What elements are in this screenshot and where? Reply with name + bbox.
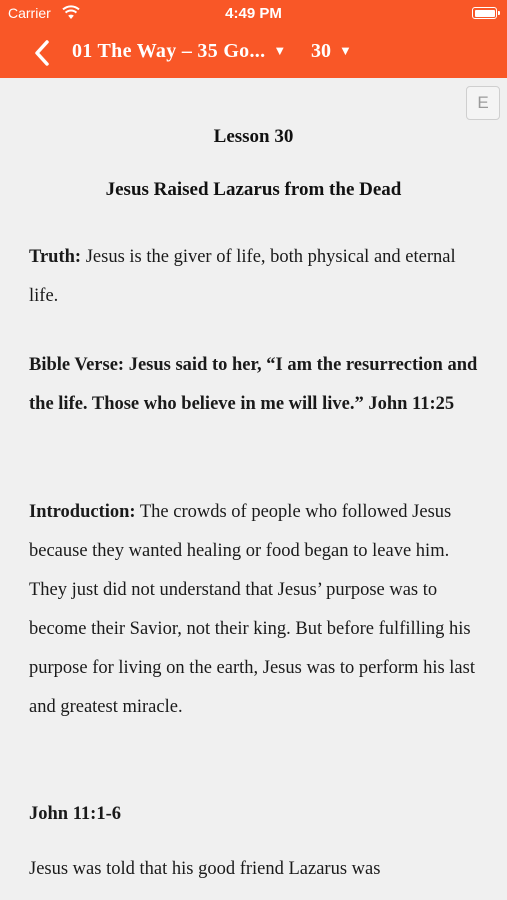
truth-label: Truth:: [29, 247, 82, 267]
truth-paragraph: [29, 238, 484, 316]
status-bar: [0, 0, 507, 28]
triangle-down-icon: ▼: [339, 43, 352, 58]
book-title: 01 The Way – 35 Go...: [72, 40, 266, 62]
carrier-label: Carrier: [8, 5, 51, 21]
scripture-reference: John 11:1-6: [29, 804, 122, 824]
lesson-title: Jesus Raised Lazarus from the Dead: [105, 179, 402, 200]
e-button[interactable]: E: [466, 86, 500, 120]
verse-text: Jesus said to her, “I am the resurrection and the life. Those who believe in me will live.” John 11:25: [29, 355, 478, 414]
truth-text: Jesus is the giver of life, both physical and eternal life.: [29, 247, 456, 306]
body-paragraph: Jesus was told that his good friend Lazarus was: [29, 859, 381, 879]
lesson-content[interactable]: [0, 78, 507, 900]
lesson-number-label: 30: [311, 40, 331, 62]
status-time: 4:49 PM: [225, 5, 282, 22]
navigation-bar: [0, 28, 507, 78]
triangle-down-icon: ▼: [273, 43, 287, 58]
bible-verse-paragraph: [29, 346, 484, 424]
introduction-paragraph: [29, 493, 484, 727]
intro-label: Introduction:: [29, 502, 136, 522]
book-selector[interactable]: [72, 40, 287, 63]
lesson-selector[interactable]: [311, 40, 352, 63]
verse-label: Bible Verse:: [29, 355, 125, 375]
lesson-heading: Lesson 30: [213, 126, 294, 147]
intro-text: The crowds of people who followed Jesus because they wanted healing or food began to leave him. They just did not understand that Jesus’ purpose was to become their Savior, not their king. But before fulfilling his purpose for living on the earth, Jesus was to perform his last and greatest miracle.: [29, 502, 475, 717]
battery-icon: [472, 7, 497, 19]
chevron-left-icon[interactable]: [30, 38, 54, 68]
